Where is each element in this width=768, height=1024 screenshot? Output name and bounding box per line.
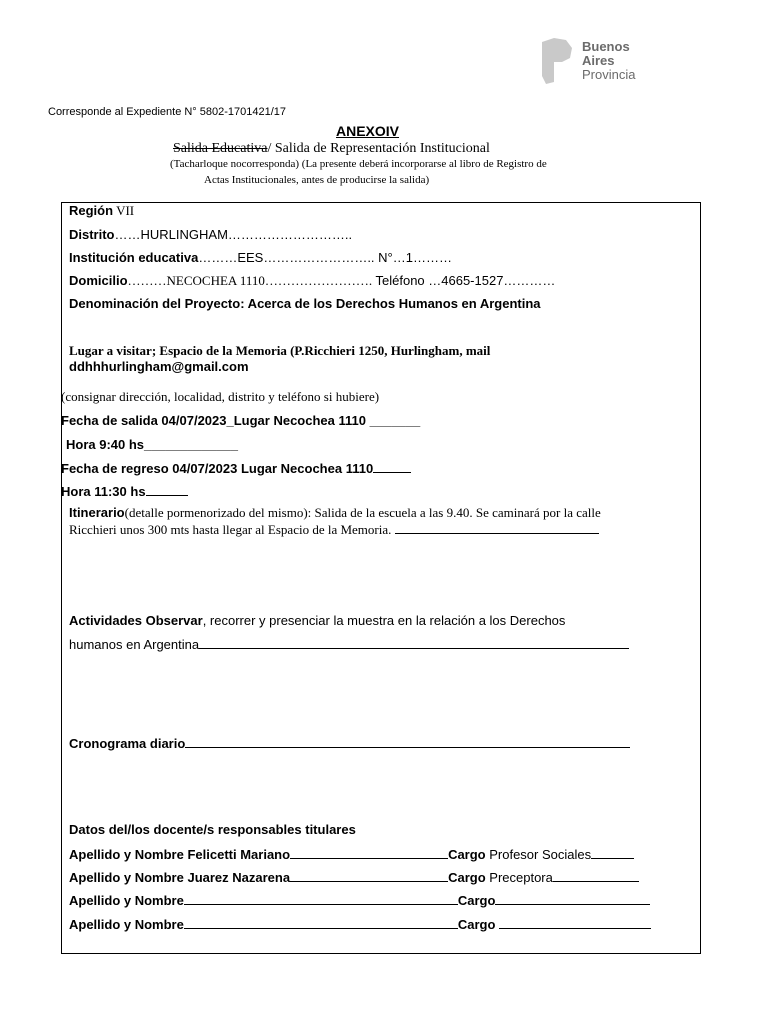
domicilio-label: Domicilio	[69, 273, 128, 288]
logo-line-buenos: Buenos	[582, 39, 630, 54]
hora-salida: Hora 9:40 hs_____________	[66, 437, 239, 452]
expediente-reference: Corresponde al Expediente N° 5802-1701421/17	[48, 106, 287, 118]
cargo-label: Cargo	[448, 870, 486, 885]
denominacion-label: Denominación del Proyecto:	[69, 296, 245, 311]
lugar-visitar-line-1: Lugar a visitar; Espacio de la Memoria (P.Ricchieri 1250, Hurlingham, mail	[69, 343, 491, 358]
distrito-value: ……HURLINGHAM………………………..	[114, 227, 353, 242]
subtitle-rest: / Salida de Representación Institucional	[267, 141, 490, 156]
logo-line-aires: Aires	[582, 53, 615, 68]
docente-label: Apellido y Nombre	[69, 893, 184, 908]
document-subtitle	[173, 141, 490, 157]
cargo-label: Cargo	[457, 917, 496, 932]
institucion-label: Institución educativa	[69, 250, 199, 265]
distrito-field	[69, 227, 352, 242]
instructions-note-line-2: Actas Institucionales, antes de producirse la salida)	[204, 174, 430, 186]
itinerario-line-2	[69, 521, 599, 538]
itinerario-text-2: Ricchieri unos 300 mts hasta llegar al Espacio de la Memoria.	[69, 522, 395, 537]
docente-row	[69, 846, 634, 862]
form-frame	[61, 202, 701, 954]
institucion-field	[69, 250, 452, 265]
instructions-note-line-1: (Tacharloque nocorresponda) (La presente deberá incorporarse al libro de Registro de	[170, 158, 547, 170]
actividades-text-1: , recorrer y presenciar la muestra en la relación a los Derechos	[202, 613, 566, 628]
domicilio-field	[69, 273, 555, 289]
cargo-label: Cargo	[457, 893, 496, 908]
hora-regreso-text: Hora 11:30 hs	[61, 484, 146, 499]
itinerario-label: Itinerario	[69, 505, 125, 520]
cronograma-label: Cronograma diario	[69, 736, 186, 751]
docente-label: Apellido y Nombre	[69, 847, 184, 862]
logo-line-provincia: Provincia	[582, 67, 636, 82]
denominacion-value: Acerca de los Derechos Humanos en Argentina	[244, 296, 541, 311]
docente-name: Felicetti Mariano	[183, 847, 291, 862]
itinerario-line-1	[69, 505, 601, 521]
lugar-visitar-email: ddhhhurlingham@gmail.com	[69, 359, 249, 374]
docente-row	[69, 916, 651, 932]
fecha-regreso-text: Fecha de regreso 04/07/2023 Lugar Necochea 1110	[61, 461, 374, 476]
consignar-note: (consignar dirección, localidad, distrito y teléfono si hubiere)	[61, 389, 380, 404]
domicilio-value: ………NECOCHEA 1110…………………….	[127, 273, 373, 288]
actividades-text-2: humanos en Argentina	[69, 637, 200, 652]
cargo-value: Preceptora	[485, 870, 553, 885]
region-label: Región	[69, 203, 114, 218]
region-field	[69, 203, 134, 219]
docente-row	[69, 892, 650, 908]
region-value: VII	[113, 203, 135, 218]
actividades-label: Actividades Observar	[69, 613, 203, 628]
fecha-regreso	[61, 460, 411, 476]
buenos-aires-provincia-logo	[536, 36, 646, 86]
province-map-icon	[536, 36, 576, 86]
fecha-salida: Fecha de salida 04/07/2023_Lugar Necochea 1110 _______	[61, 413, 421, 428]
itinerario-text-1: (detalle pormenorizado del mismo): Salida de la escuela a las 9.40. Se caminará por la calle	[124, 505, 601, 520]
docentes-title: Datos del/los docente/s responsables titulares	[69, 822, 356, 837]
cargo-value: Profesor Sociales	[485, 847, 592, 862]
hora-regreso	[61, 483, 188, 499]
telefono-value: Teléfono …4665-1527…………	[372, 273, 556, 288]
docente-label: Apellido y Nombre	[69, 870, 184, 885]
institucion-value: ………EES…………………….. N°…1………	[198, 250, 452, 265]
subtitle-struck: Salida Educativa	[173, 141, 268, 156]
actividades-line-1	[69, 613, 565, 628]
cronograma-field	[69, 735, 630, 751]
distrito-label: Distrito	[69, 227, 115, 242]
document-title: ANEXOIV	[336, 123, 400, 139]
cargo-label: Cargo	[448, 847, 486, 862]
docente-name: Juarez Nazarena	[183, 870, 291, 885]
actividades-line-2	[69, 636, 629, 652]
docente-label: Apellido y Nombre	[69, 917, 184, 932]
denominacion-field	[69, 296, 541, 311]
docente-row	[69, 869, 639, 885]
